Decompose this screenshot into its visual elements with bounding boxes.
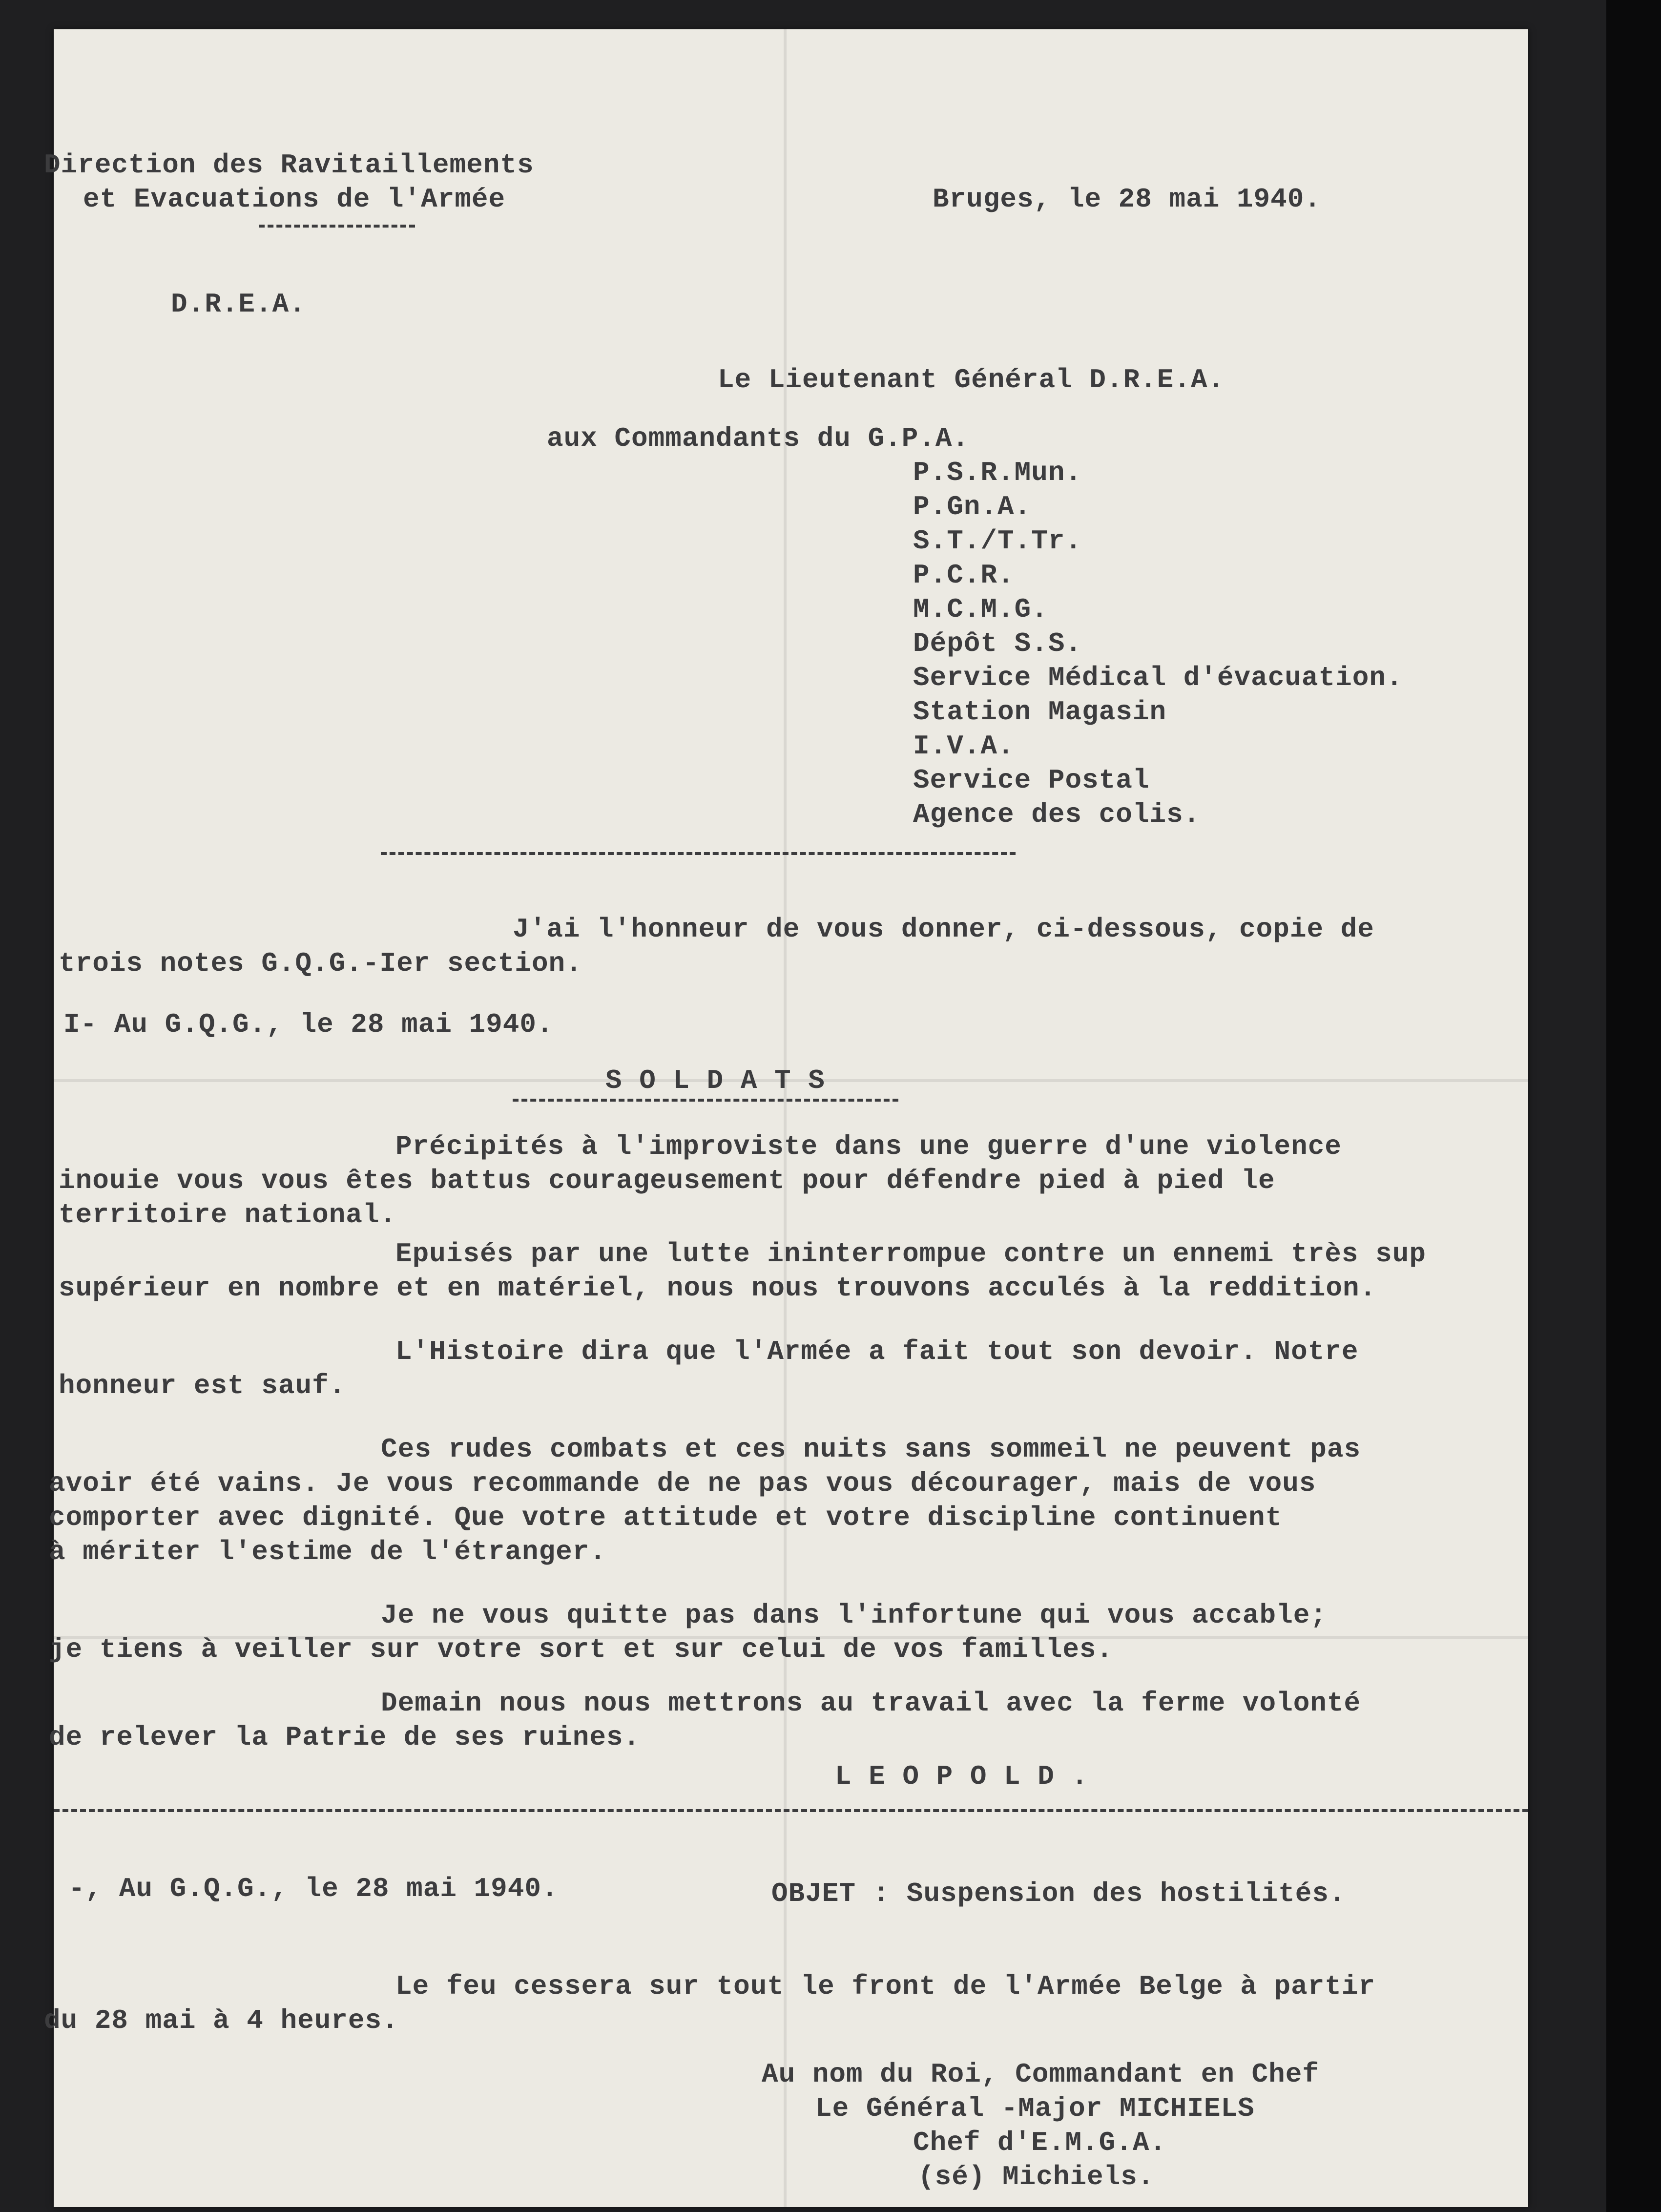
- document-page: [44, 29, 1528, 2207]
- note-1-text-line: L'Histoire dira que l'Armée a fait tout son devoir. Notre: [395, 1336, 1359, 1367]
- recipient-item: S.T./T.Tr.: [913, 525, 1082, 557]
- note-1-text-line: Je ne vous quitte pas dans l'infortune qui vous accable;: [381, 1600, 1327, 1631]
- intro-line-1: J'ai l'honneur de vous donner, ci-dessous, copie de: [513, 914, 1374, 945]
- note-2-body-line-1: Le feu cessera sur tout le front de l'Armée Belge à partir: [395, 1971, 1376, 2002]
- recipient-item: Agence des colis.: [913, 799, 1201, 830]
- org-underline: [259, 225, 415, 228]
- note-1-heading: I- Au G.Q.G., le 28 mai 1940.: [63, 1009, 554, 1040]
- note-2-object: OBJET : Suspension des hostilités.: [771, 1878, 1346, 1909]
- recipient-item: I.V.A.: [913, 730, 1015, 762]
- note-1-text-line: je tiens à veiller sur votre sort et sur celui de vos familles.: [49, 1634, 1114, 1665]
- recipients-divider: [381, 852, 1016, 855]
- intro-line-2: trois notes G.Q.G.-Ier section.: [59, 948, 582, 979]
- recipient-item: P.S.R.Mun.: [913, 457, 1082, 488]
- note-1-text-line: de relever la Patrie de ses ruines.: [49, 1722, 641, 1753]
- recipient-item: Service Médical d'évacuation.: [913, 662, 1403, 693]
- recipient-item: Service Postal: [913, 765, 1150, 796]
- recipients-intro: aux Commandants du G.P.A.: [547, 423, 970, 454]
- scan-edge-right: [1606, 0, 1661, 2212]
- note-1-text-line: à mériter l'estime de l'étranger.: [49, 1536, 606, 1567]
- note-2-heading: -, Au G.Q.G., le 28 mai 1940.: [68, 1873, 559, 1904]
- note-2-sign-line: Au nom du Roi, Commandant en Chef: [762, 2059, 1319, 2090]
- org-line-2: et Evacuations de l'Armée: [83, 184, 506, 215]
- recipient-item: Dépôt S.S.: [913, 628, 1082, 659]
- note-1-title-underline: [513, 1099, 898, 1102]
- reference-code: D.R.E.A.: [171, 289, 306, 320]
- note-1-text-line: supérieur en nombre et en matériel, nous nous trouvons acculés à la reddition.: [59, 1273, 1377, 1304]
- note-1-text-line: avoir été vains. Je vous recommande de ne pas vous décourager, mais de vous: [49, 1468, 1316, 1499]
- note-2-sign-line: (sé) Michiels.: [918, 2161, 1155, 2192]
- place-date: Bruges, le 28 mai 1940.: [933, 184, 1321, 215]
- note-1-signature: L E O P O L D .: [835, 1761, 1089, 1792]
- note-2-sign-line: Chef d'E.M.G.A.: [913, 2127, 1167, 2158]
- note-1-text-line: Epuisés par une lutte ininterrompue contre un ennemi très sup: [395, 1238, 1426, 1270]
- note-divider: [54, 1809, 1528, 1812]
- note-2-sign-line: Le Général -Major MICHIELS: [815, 2093, 1255, 2124]
- recipient-item: Station Magasin: [913, 696, 1167, 728]
- note-1-text-line: Précipités à l'improviste dans une guerre d'une violence: [395, 1131, 1342, 1162]
- org-line-1: Direction des Ravitaillements: [44, 149, 534, 181]
- note-2-body-line-2: du 28 mai à 4 heures.: [44, 2005, 399, 2036]
- note-1-text-line: Ces rudes combats et ces nuits sans sommeil ne peuvent pas: [381, 1434, 1361, 1465]
- recipient-item: P.C.R.: [913, 560, 1015, 591]
- note-1-text-line: inouie vous vous êtes battus courageusement pour défendre pied à pied le: [59, 1165, 1275, 1196]
- note-1-text-line: Demain nous nous mettrons au travail avec la ferme volonté: [381, 1688, 1361, 1719]
- note-1-text-line: honneur est sauf.: [59, 1370, 346, 1401]
- note-1-text-line: comporter avec dignité. Que votre attitude et votre discipline continuent: [49, 1502, 1283, 1533]
- recipient-item: M.C.M.G.: [913, 594, 1048, 625]
- recipient-item: P.Gn.A.: [913, 491, 1032, 522]
- note-1-title: S O L D A T S: [605, 1065, 825, 1096]
- note-1-text-line: territoire national.: [59, 1199, 397, 1231]
- sender-title: Le Lieutenant Général D.R.E.A.: [718, 364, 1225, 396]
